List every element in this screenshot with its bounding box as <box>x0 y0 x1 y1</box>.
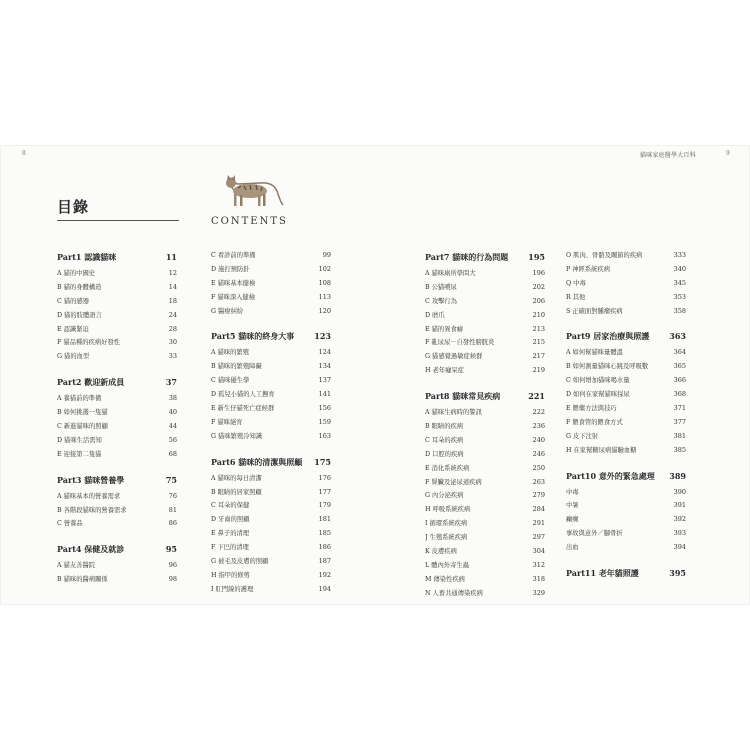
entry-title: K 皮膚疾病 <box>425 548 457 556</box>
toc-entry[interactable] <box>425 310 545 324</box>
entry-title: C 攻擊行為 <box>425 297 458 305</box>
part-title: Part1 認識貓咪 <box>57 252 117 262</box>
entry-title: A 貓咪廁所學問大 <box>425 270 476 277</box>
entry-page-number: 196 <box>532 269 545 277</box>
toc-entry[interactable] <box>425 282 545 296</box>
toc-entry[interactable] <box>57 324 177 338</box>
entry-title: A 貓咪基本的營養需求 <box>57 492 121 500</box>
toc-part-heading[interactable] <box>57 252 177 268</box>
toc-column-3 <box>425 252 545 614</box>
toc-part-heading[interactable] <box>57 475 177 491</box>
toc-entry[interactable] <box>211 375 331 389</box>
entry-page-number: 304 <box>532 547 545 556</box>
part-page-number: 175 <box>314 456 331 467</box>
entry-page-number: 312 <box>532 560 545 569</box>
toc-entry[interactable] <box>425 518 545 532</box>
toc-entry[interactable] <box>425 324 545 338</box>
toc-entry[interactable] <box>566 431 686 445</box>
entry-title: F 下巴的清理 <box>211 544 249 552</box>
entry-page-number: 263 <box>532 477 545 486</box>
entry-page-number: 44 <box>168 422 177 431</box>
entry-page-number: 381 <box>673 431 686 440</box>
toc-entry[interactable] <box>211 347 331 361</box>
entry-page-number: 24 <box>168 310 177 319</box>
toc-entry[interactable] <box>57 351 177 365</box>
entry-page-number: 134 <box>318 362 331 371</box>
entry-title: G 醫療糾紛 <box>211 307 244 315</box>
entry-page-number: 156 <box>318 404 331 413</box>
toc-column-2 <box>211 250 331 610</box>
part-page-number: 75 <box>165 474 177 485</box>
part-page-number: 195 <box>528 252 545 262</box>
toc-group <box>425 252 545 379</box>
entry-title: B 眼睛的疾病 <box>425 423 464 431</box>
toc-entry[interactable] <box>57 505 177 519</box>
toc-part-heading[interactable] <box>57 377 177 393</box>
toc-entry[interactable] <box>211 584 331 598</box>
entry-page-number: 345 <box>673 278 686 287</box>
entry-page-number: 202 <box>532 282 545 291</box>
entry-title: B 貓咪的醫病關係 <box>57 576 108 584</box>
entry-page-number: 222 <box>532 408 545 417</box>
toc-entry[interactable] <box>566 528 686 542</box>
toc-part-heading[interactable] <box>425 391 545 407</box>
toc-entry[interactable] <box>425 560 545 574</box>
part-title: Part8 貓咪常見疾病 <box>425 391 501 402</box>
entry-title: A 貓咪的每日清潔 <box>211 474 262 482</box>
entry-page-number: 284 <box>532 505 545 514</box>
toc-entry[interactable] <box>57 421 177 435</box>
entry-page-number: 81 <box>168 505 177 514</box>
entry-title: E 迎接第二隻貓 <box>57 450 102 458</box>
toc-entry[interactable] <box>425 268 545 282</box>
toc-entry[interactable] <box>211 528 331 542</box>
entry-page-number: 340 <box>673 264 686 273</box>
entry-title: B 公貓噴尿 <box>425 283 457 291</box>
toc-part-heading[interactable] <box>425 252 545 268</box>
toc-group <box>425 391 545 601</box>
entry-page-number: 163 <box>318 431 331 440</box>
entry-title: C 新進貓咪的照顧 <box>57 423 108 431</box>
entry-title: B 如何測量貓咪心跳及呼吸數 <box>566 363 649 371</box>
entry-page-number: 56 <box>168 435 177 444</box>
toc-entry[interactable] <box>425 365 545 379</box>
toc-group <box>57 377 177 462</box>
entry-title: E 認識緊迫 <box>57 325 89 333</box>
entry-title: E 貓咪基本健檢 <box>211 279 256 287</box>
entry-title: G 貓感覺過敏症候群 <box>425 353 483 361</box>
entry-page-number: 76 <box>168 491 177 500</box>
part-title: Part3 貓咪營養學 <box>57 474 125 485</box>
entry-page-number: 393 <box>673 529 686 538</box>
toc-entry[interactable] <box>211 570 331 584</box>
part-page-number: 37 <box>165 377 177 388</box>
entry-page-number: 358 <box>673 306 686 315</box>
entry-title: C 營養品 <box>57 520 83 528</box>
toc-group <box>566 568 686 584</box>
toc-part-heading[interactable] <box>57 544 177 560</box>
entry-page-number: 219 <box>532 366 545 375</box>
toc-part-heading[interactable] <box>211 457 331 473</box>
entry-page-number: 365 <box>673 362 686 371</box>
entry-page-number: 159 <box>318 417 331 426</box>
entry-page-number: 394 <box>673 543 686 552</box>
entry-page-number: 246 <box>532 449 545 458</box>
toc-entry[interactable] <box>425 546 545 560</box>
entry-page-number: 177 <box>318 487 331 496</box>
toc-entry[interactable] <box>211 514 331 528</box>
part-title: Part2 歡迎新成員 <box>57 377 125 388</box>
toc-entry[interactable] <box>211 264 331 278</box>
entry-page-number: 68 <box>168 449 177 458</box>
entry-title: A 貓的中國史 <box>57 270 96 277</box>
toc-entry[interactable] <box>211 389 331 403</box>
part-page-number: 11 <box>165 252 177 262</box>
toc-group <box>566 471 686 556</box>
toc-entry[interactable] <box>211 556 331 570</box>
entry-page-number: 98 <box>168 575 177 584</box>
entry-page-number: 279 <box>532 491 545 500</box>
toc-entry[interactable] <box>211 500 331 514</box>
entry-page-number: 14 <box>168 282 177 291</box>
cat-illustration <box>220 170 284 210</box>
toc-entry[interactable] <box>566 375 686 389</box>
toc-group <box>211 250 331 319</box>
toc-entry[interactable] <box>57 435 177 449</box>
entry-page-number: 392 <box>673 515 686 524</box>
entry-page-number: 181 <box>318 515 331 524</box>
entry-page-number: 353 <box>673 292 686 301</box>
part-page-number: 389 <box>669 470 686 481</box>
toc-entry[interactable] <box>425 407 545 421</box>
toc-group <box>566 331 686 458</box>
entry-title: D 磨爪 <box>425 311 445 319</box>
toc-entry[interactable] <box>425 504 545 518</box>
entry-title: D 貓咪生活需知 <box>57 436 102 444</box>
entry-title: I 肛門線的護理 <box>211 585 254 593</box>
toc-entry[interactable] <box>425 574 545 588</box>
entry-page-number: 371 <box>673 404 686 413</box>
toc-column-1 <box>57 252 177 600</box>
toc-group <box>57 544 177 588</box>
entry-page-number: 179 <box>318 501 331 510</box>
toc-entry[interactable] <box>57 518 177 532</box>
entry-title: C 貓的感器 <box>57 297 90 305</box>
toc-entry[interactable] <box>566 487 686 501</box>
entry-title: A 貓友善醫院 <box>57 562 96 570</box>
entry-title: P 神經系統疾病 <box>566 265 611 273</box>
entry-page-number: 236 <box>532 422 545 431</box>
part-page-number: 395 <box>669 568 686 579</box>
part-page-number: 123 <box>314 331 331 342</box>
entry-title: A 貓咪生病時的警訊 <box>425 409 482 417</box>
toc-entry[interactable] <box>566 403 686 417</box>
entry-title: F 腎臟及泌尿道疾病 <box>425 478 482 486</box>
part-page-number: 95 <box>165 544 177 555</box>
toc-part-heading[interactable] <box>566 471 686 487</box>
toc-entry[interactable] <box>566 542 686 556</box>
entry-page-number: 12 <box>168 269 177 277</box>
toc-entry[interactable] <box>425 351 545 365</box>
left-page-number: 8 <box>22 150 26 157</box>
entry-page-number: 30 <box>168 338 177 347</box>
toc-entry[interactable] <box>57 449 177 463</box>
entry-page-number: 185 <box>318 529 331 538</box>
entry-title: B 貓的身體構造 <box>57 283 102 291</box>
toc-entry[interactable] <box>211 431 331 445</box>
entry-page-number: 291 <box>532 519 545 528</box>
entry-page-number: 215 <box>532 338 545 347</box>
entry-page-number: 40 <box>168 408 177 417</box>
entry-title: A 如何幫貓咪量體溫 <box>566 349 623 357</box>
entry-page-number: 192 <box>318 570 331 579</box>
toc-entry[interactable] <box>425 421 545 435</box>
toc-entry[interactable] <box>425 337 545 351</box>
toc-entry[interactable] <box>57 296 177 310</box>
entry-page-number: 33 <box>168 352 177 361</box>
toc-entry[interactable] <box>57 337 177 351</box>
toc-part-heading[interactable] <box>211 331 331 347</box>
entry-title: D 施打預防針 <box>211 265 250 273</box>
toc-entry[interactable] <box>57 574 177 588</box>
entry-page-number: 137 <box>318 376 331 385</box>
entry-title: D 牙齒的照顧 <box>211 516 250 524</box>
toc-entry[interactable] <box>425 296 545 310</box>
entry-title: G 皮下注射 <box>566 432 599 440</box>
entry-title: G 貓的血型 <box>57 353 90 361</box>
part-title: Part6 貓咪的清潔與照顧 <box>211 456 303 467</box>
entry-title: 癲癇 <box>566 516 579 524</box>
toc-group <box>211 331 331 444</box>
toc-entry[interactable] <box>566 500 686 514</box>
toc-entry[interactable] <box>211 306 331 320</box>
entry-title: C 耳朵的保健 <box>211 502 250 510</box>
entry-page-number: 99 <box>322 251 331 259</box>
toc-entry[interactable] <box>566 292 686 306</box>
entry-title: J 生殖系統疾病 <box>425 534 468 542</box>
running-head: 貓咪家庭醫學大百科 <box>640 152 696 159</box>
entry-page-number: 102 <box>318 264 331 273</box>
entry-page-number: 108 <box>318 278 331 287</box>
entry-title: F 貓品種的疾病好發性 <box>57 339 121 347</box>
toc-entry[interactable] <box>211 403 331 417</box>
entry-title: C 貓咪優生學 <box>211 377 250 385</box>
entry-title: O 肌肉、骨骼及關節的疾病 <box>566 252 643 259</box>
entry-title: H 呼吸系統疾病 <box>425 506 471 514</box>
entry-title: G 貓咪繁殖冷知識 <box>211 432 263 440</box>
toc-entry[interactable] <box>211 542 331 556</box>
part-title: Part10 意外的緊急處理 <box>566 470 655 481</box>
entry-title: E 新生仔貓死亡症候群 <box>211 405 275 413</box>
toc-group <box>211 457 331 598</box>
entry-page-number: 124 <box>318 348 331 357</box>
entry-title: G 內分泌疾病 <box>425 492 464 500</box>
entry-title: E 消化系統疾病 <box>425 464 470 472</box>
part-title: Part11 老年貓照護 <box>566 568 639 579</box>
toc-entry[interactable] <box>57 393 177 407</box>
toc-entry[interactable] <box>566 389 686 403</box>
entry-title: G 被毛及皮膚的照顧 <box>211 558 269 566</box>
toc-entry[interactable] <box>566 361 686 375</box>
toc-entry[interactable] <box>211 250 331 264</box>
part-title: Part7 貓咪的行為問題 <box>425 252 509 262</box>
entry-title: D 孤兒小貓的人工撫育 <box>211 391 275 399</box>
entry-title: R 其他 <box>566 293 586 301</box>
toc-entry[interactable] <box>425 588 545 602</box>
toc-entry[interactable] <box>57 491 177 505</box>
entry-page-number: 86 <box>168 519 177 528</box>
toc-entry[interactable] <box>57 407 177 421</box>
entry-page-number: 368 <box>673 390 686 399</box>
entry-page-number: 366 <box>673 376 686 385</box>
entry-title: D 貓的肢體語言 <box>57 311 102 319</box>
entry-title: B 如何挑選一隻貓 <box>57 409 108 417</box>
part-title: Part4 保健及就診 <box>57 544 125 555</box>
entry-title: F 貓咪深入健檢 <box>211 293 256 301</box>
toc-entry[interactable] <box>425 435 545 449</box>
entry-title: I 循環系統疾病 <box>425 520 468 528</box>
toc-column-4 <box>566 250 686 596</box>
part-title: Part5 貓咪的終身大事 <box>211 331 295 342</box>
toc-entry[interactable] <box>566 306 686 320</box>
entry-page-number: 187 <box>318 557 331 566</box>
entry-title: B 貓咪的繁殖障礙 <box>211 363 262 371</box>
toc-group <box>566 250 686 319</box>
entry-title: Q 中毒 <box>566 279 586 287</box>
entry-page-number: 250 <box>532 463 545 472</box>
entry-page-number: 210 <box>532 310 545 319</box>
entry-title: F 餵食管的餵食方式 <box>566 418 623 426</box>
toc-entry[interactable] <box>211 292 331 306</box>
entry-page-number: 120 <box>318 306 331 315</box>
toc-title: 目錄 <box>57 198 90 216</box>
entry-title: E 鼻子的清理 <box>211 530 250 538</box>
entry-page-number: 391 <box>673 501 686 510</box>
entry-page-number: 318 <box>532 574 545 583</box>
toc-subtitle: CONTENTS <box>211 216 288 227</box>
entry-page-number: 240 <box>532 435 545 444</box>
part-page-number: 221 <box>528 391 545 402</box>
part-page-number: 363 <box>669 331 686 342</box>
toc-entry[interactable] <box>211 417 331 431</box>
toc-group <box>57 252 177 365</box>
toc-part-heading[interactable] <box>566 331 686 347</box>
toc-entry[interactable] <box>425 490 545 504</box>
entry-page-number: 377 <box>673 417 686 426</box>
right-page-number: 9 <box>726 150 730 157</box>
toc-entry[interactable] <box>566 514 686 528</box>
entry-title: E 餵藥方法與技巧 <box>566 405 617 413</box>
entry-title: A 養貓前的準備 <box>57 395 102 403</box>
entry-title: N 人畜共通傳染疾病 <box>425 589 483 597</box>
entry-page-number: 217 <box>532 352 545 361</box>
entry-page-number: 333 <box>673 251 686 259</box>
toc-entry[interactable] <box>57 282 177 296</box>
entry-title: D 如何在家幫貓咪採尿 <box>566 391 630 399</box>
entry-page-number: 186 <box>318 543 331 552</box>
toc-entry[interactable] <box>566 278 686 292</box>
entry-page-number: 38 <box>168 394 177 403</box>
entry-title: F 亂尿尿－自發性膀胱炎 <box>425 339 495 347</box>
entry-page-number: 28 <box>168 324 177 333</box>
entry-page-number: 390 <box>673 487 686 496</box>
entry-page-number: 18 <box>168 296 177 305</box>
entry-title: L 體內外寄生蟲 <box>425 561 469 569</box>
entry-title: B 各階段貓咪的營養需求 <box>57 506 127 514</box>
toc-entry[interactable] <box>566 347 686 361</box>
entry-title: E 貓的異食癖 <box>425 325 464 333</box>
entry-page-number: 213 <box>532 324 545 333</box>
toc-entry[interactable] <box>425 463 545 477</box>
entry-title: 事故與意外／腳骨折 <box>566 530 623 538</box>
toc-group <box>57 475 177 533</box>
entry-page-number: 364 <box>673 348 686 357</box>
toc-entry[interactable] <box>566 417 686 431</box>
entry-title: A 貓咪的繁殖 <box>211 349 250 357</box>
toc-entry[interactable] <box>211 361 331 375</box>
entry-page-number: 385 <box>673 445 686 454</box>
entry-title: 出血 <box>566 544 579 552</box>
title-rule <box>57 220 179 221</box>
toc-entry[interactable] <box>425 477 545 491</box>
toc-part-heading[interactable] <box>566 568 686 584</box>
toc-entry[interactable] <box>566 250 686 264</box>
toc-entry[interactable] <box>57 560 177 574</box>
entry-page-number: 176 <box>318 473 331 482</box>
toc-entry[interactable] <box>566 264 686 278</box>
toc-entry[interactable] <box>425 449 545 463</box>
entry-page-number: 96 <box>168 561 177 570</box>
entry-page-number: 141 <box>318 390 331 399</box>
toc-entry[interactable] <box>211 278 331 292</box>
entry-page-number: 194 <box>318 584 331 593</box>
toc-entry[interactable] <box>425 532 545 546</box>
toc-entry[interactable] <box>57 268 177 282</box>
entry-title: H 在家幫糖尿病貓驗血糖 <box>566 446 637 454</box>
entry-title: C 看診前的準備 <box>211 252 256 259</box>
entry-title: M 傳染性疾病 <box>425 575 465 583</box>
entry-title: H 指甲的修剪 <box>211 571 250 579</box>
entry-title: C 如何增加貓咪喝水量 <box>566 377 630 385</box>
entry-page-number: 206 <box>532 296 545 305</box>
toc-entry[interactable] <box>566 445 686 459</box>
entry-title: 中暑 <box>566 502 579 510</box>
entry-title: C 耳朵的疾病 <box>425 436 464 444</box>
part-title: Part9 居家治療與照護 <box>566 331 650 342</box>
toc-entry[interactable] <box>57 310 177 324</box>
entry-title: B 眼睛的居家照顧 <box>211 488 262 496</box>
entry-title: S 正確面對腫瘤疾病 <box>566 307 623 315</box>
entry-title: D 口腔的疾病 <box>425 450 464 458</box>
entry-title: F 貓咪絕育 <box>211 418 243 426</box>
toc-entry[interactable] <box>211 487 331 501</box>
toc-entry[interactable] <box>211 473 331 487</box>
entry-page-number: 329 <box>532 588 545 597</box>
entry-title: H 老年癡呆症 <box>425 367 464 375</box>
entry-page-number: 297 <box>532 533 545 542</box>
entry-page-number: 113 <box>318 292 331 301</box>
entry-title: 中毒 <box>566 488 579 496</box>
